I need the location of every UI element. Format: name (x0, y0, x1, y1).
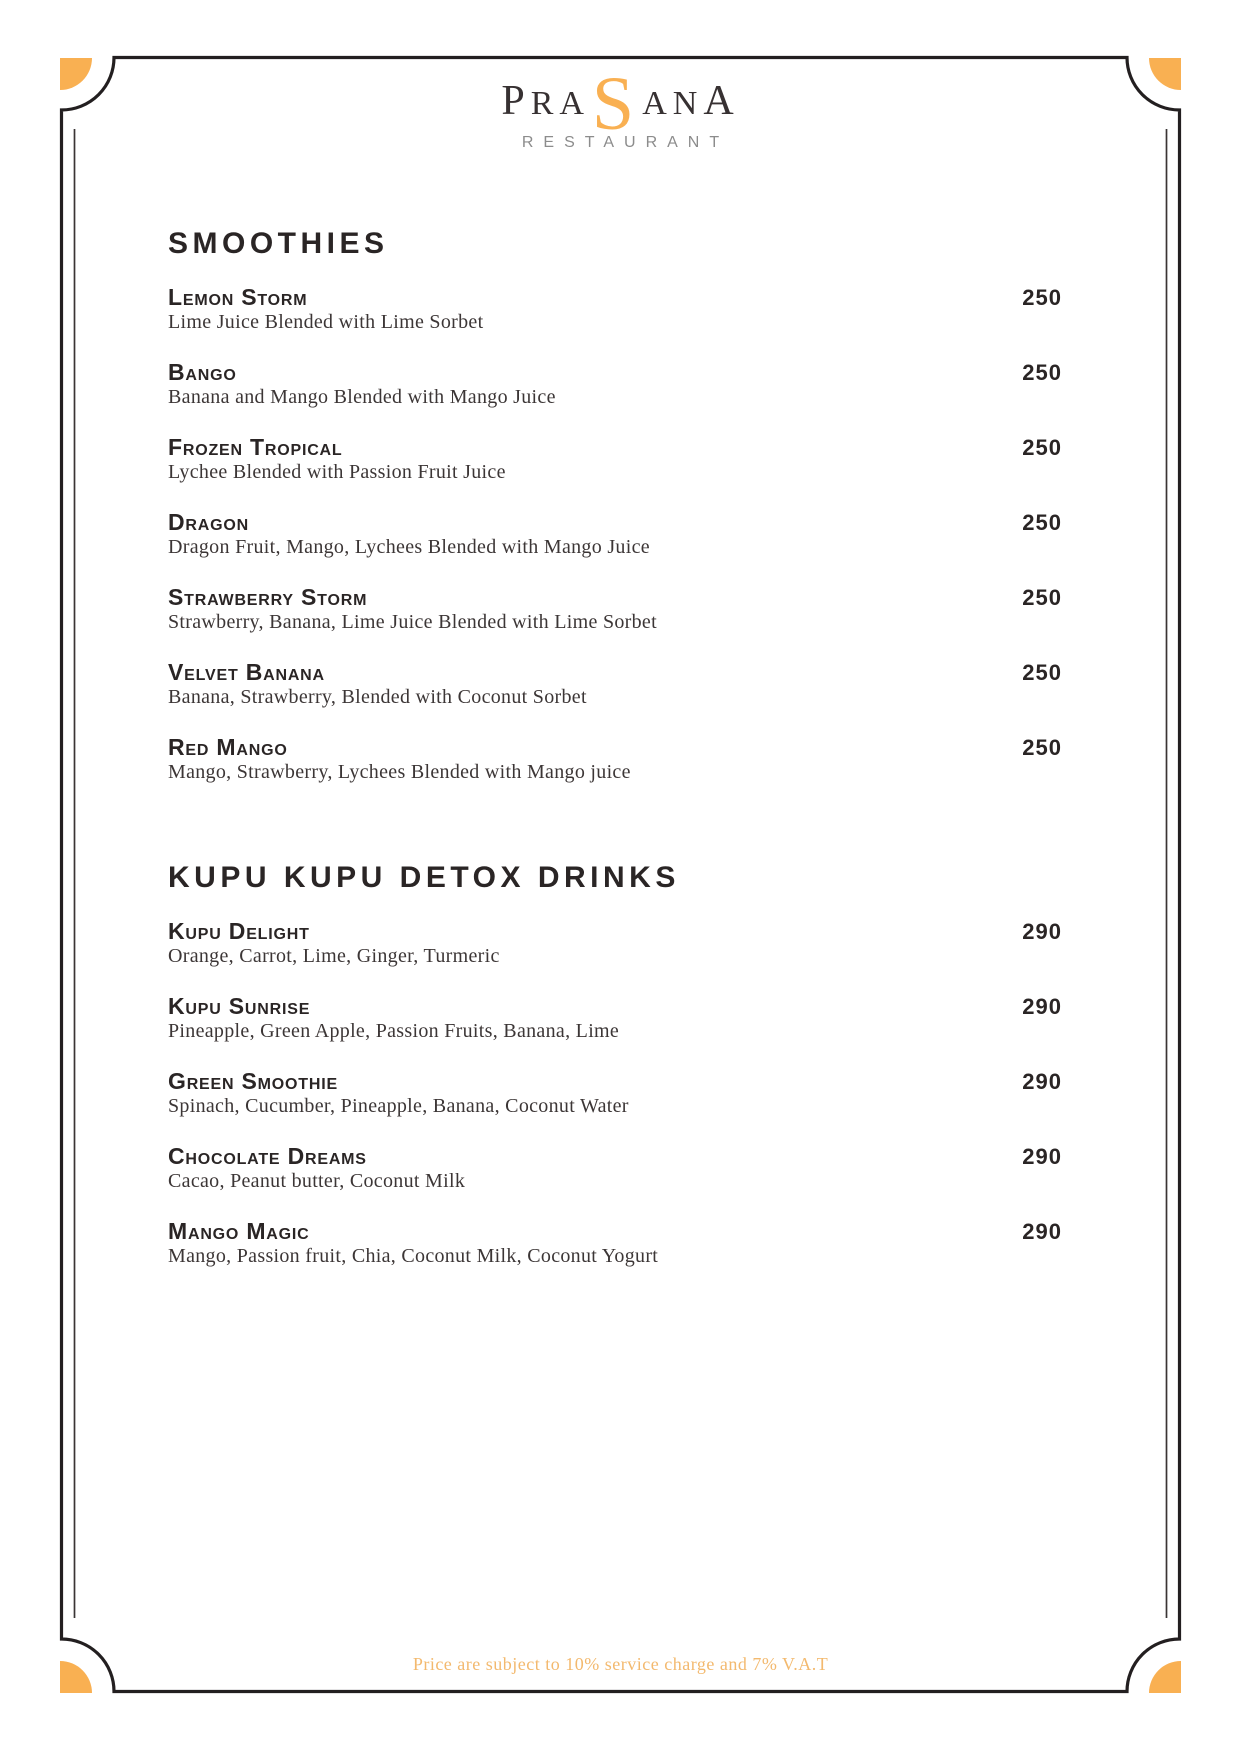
item-name: Dragon (168, 509, 249, 535)
menu-item-head (168, 1145, 1062, 1168)
item-price: 250 (1022, 660, 1062, 685)
menu-item-head (168, 361, 1062, 384)
item-description: Dragon Fruit, Mango, Lychees Blended with Mango Juice (168, 536, 650, 558)
item-description: Banana and Mango Blended with Mango Juice (168, 386, 556, 408)
item-name: Green Smoothie (168, 1068, 338, 1094)
menu-item (168, 1220, 1062, 1295)
menu-section (168, 229, 1062, 811)
item-price: 290 (1022, 1219, 1062, 1244)
menu-item (168, 361, 1062, 436)
logo-subtitle: RESTAURANT (521, 134, 730, 151)
menu-item (168, 586, 1062, 661)
item-name: Mango Magic (168, 1218, 310, 1244)
item-name: Kupu Delight (168, 918, 310, 944)
item-price: 250 (1022, 435, 1062, 460)
item-price: 290 (1022, 1144, 1062, 1169)
item-name: Red Mango (168, 734, 288, 760)
menu-item (168, 436, 1062, 511)
menu-item (168, 995, 1062, 1070)
menu-item-head (168, 995, 1062, 1018)
item-price: 250 (1022, 510, 1062, 535)
menu (168, 229, 1062, 1295)
menu-section (168, 863, 1062, 1295)
item-description: Mango, Strawberry, Lychees Blended with Mango juice (168, 761, 631, 783)
section-items (168, 286, 1062, 811)
menu-item-head (168, 511, 1062, 534)
item-description: Lime Juice Blended with Lime Sorbet (168, 311, 484, 333)
menu-item (168, 1070, 1062, 1145)
item-description: Strawberry, Banana, Lime Juice Blended with Lime Sorbet (168, 611, 657, 633)
item-name: Bango (168, 359, 237, 385)
item-name: Lemon Storm (168, 284, 308, 310)
menu-item (168, 286, 1062, 361)
item-description: Banana, Strawberry, Blended with Coconut Sorbet (168, 686, 587, 708)
logo-letter-group: RA (530, 85, 590, 122)
menu-item (168, 1145, 1062, 1220)
item-description: Pineapple, Green Apple, Passion Fruits, Banana, Lime (168, 1020, 620, 1042)
item-price: 290 (1022, 919, 1062, 944)
item-description: Lychee Blended with Passion Fruit Juice (168, 461, 506, 483)
footer-note: Price are subject to 10% service charge and 7% V.A.T (412, 1654, 829, 1674)
item-description: Mango, Passion fruit, Chia, Coconut Milk, Coconut Yogurt (168, 1245, 659, 1267)
item-price: 290 (1022, 1069, 1062, 1094)
logo-letter-group: AN (642, 85, 704, 122)
menu-item-head (168, 286, 1062, 309)
section-title: SMOOTHIES (168, 227, 389, 260)
menu-item (168, 920, 1062, 995)
item-name: Strawberry Storm (168, 584, 368, 610)
item-price: 250 (1022, 285, 1062, 310)
menu-item-head (168, 436, 1062, 459)
item-price: 250 (1022, 585, 1062, 610)
item-price: 250 (1022, 360, 1062, 385)
menu-item-head (168, 1220, 1062, 1243)
item-price: 290 (1022, 994, 1062, 1019)
item-description: Spinach, Cucumber, Pineapple, Banana, Coconut Water (168, 1095, 629, 1117)
menu-item-head (168, 661, 1062, 684)
item-name: Velvet Banana (168, 659, 325, 685)
menu-item-head (168, 920, 1062, 943)
logo-letter-group: P (501, 78, 531, 124)
menu-item-head (168, 586, 1062, 609)
logo-accent-s: S (591, 62, 641, 146)
menu-item (168, 511, 1062, 586)
menu-item-head (168, 736, 1062, 759)
item-name: Kupu Sunrise (168, 993, 311, 1019)
item-price: 250 (1022, 735, 1062, 760)
item-description: Orange, Carrot, Lime, Ginger, Turmeric (168, 945, 500, 967)
section-items (168, 920, 1062, 1295)
menu-item (168, 661, 1062, 736)
item-description: Cacao, Peanut butter, Coconut Milk (168, 1170, 466, 1192)
logo-letter-group: A (703, 78, 740, 124)
section-title: KUPU KUPU DETOX DRINKS (168, 861, 680, 894)
item-name: Chocolate Dreams (168, 1143, 367, 1169)
item-name: Frozen Tropical (168, 434, 343, 460)
menu-item-head (168, 1070, 1062, 1093)
menu-item (168, 736, 1062, 811)
restaurant-logo (0, 62, 1241, 152)
